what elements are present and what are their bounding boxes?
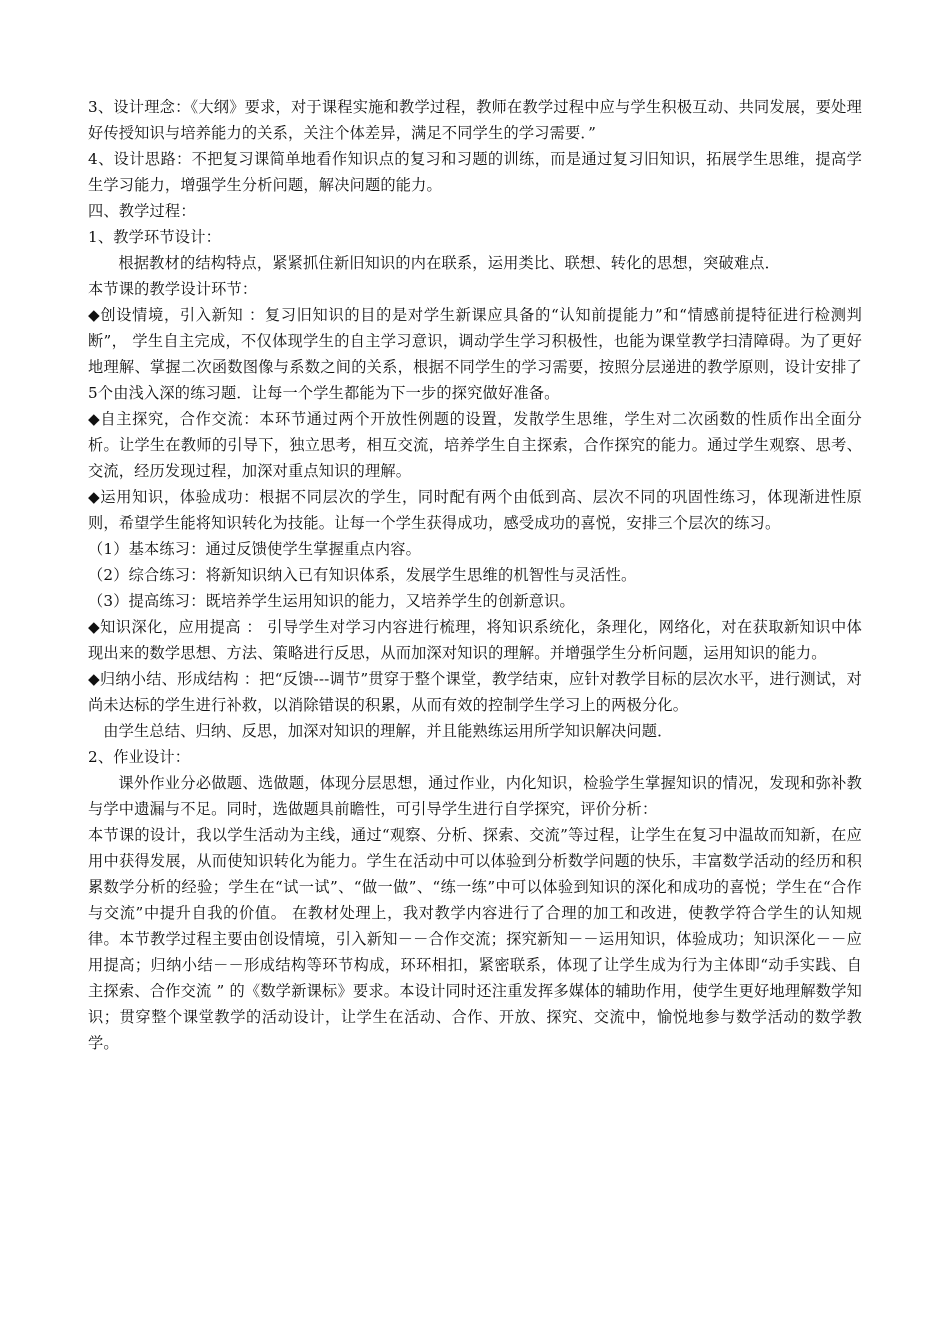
subheading-teaching-steps: 1、教学环节设计： (88, 228, 221, 246)
document-page (88, 94, 862, 1056)
list-item-basic-practice: （1）基本练习：通过反馈使学生掌握重点内容。 (88, 540, 422, 558)
paragraph-design-steps-intro: 本节课的教学设计环节： (88, 280, 258, 298)
section-heading-teaching-process: 四、教学过程： (88, 202, 196, 220)
list-item-advanced-practice: （3）提高练习：既培养学生运用知识的能力，又培养学生的创新意识。 (88, 592, 575, 610)
paragraph-lesson-design-summary: 本节课的设计，我以学生活动为主线，通过“观察、分析、探索、交流”等过程，让学生在复习中温故而知新，在应用中获得发展，从而使知识转化为能力。学生在活动中可以体验到分析数学问题的快乐，丰富数学活动的经历和积累数学分析的经验；学生在“试一试”、“做一做”、“练一练”中可以体验到知识的深化和成功的喜悦；学生在“合作与交流”中提升自我的价值。 在教材处理上，我对教学内容进行了合理的加工和改进，使教学符合学生的认知规律。本节教学过程主要由创设情境，引入新知－－合作交流；探究新知－－运用知识，体验成功；知识深化－－应用提高；归纳小结－－形成结构等环节构成，环环相扣，紧密联系，体现了让学生成为行为主体即“动手实践、自主探索、合作交流 ” 的《数学新课标》要求。本设计同时还注重发挥多媒体的辅助作用，使学生更好地理解数学知识；贯穿整个课堂教学的活动设计，让学生在活动、合作、开放、探究、交流中，愉悦地参与数学活动的数学教学。 (88, 826, 862, 1052)
subheading-homework-design: 2、作业设计： (88, 748, 191, 766)
paragraph-material-features: 根据教材的结构特点，紧紧抓住新旧知识的内在联系，运用类比、联想、转化的思想，突破难点． (118, 254, 781, 272)
bullet-apply-knowledge: ◆运用知识，体验成功：根据不同层次的学生，同时配有两个由低到高、层次不同的巩固性练习，体现渐进性原则，希望学生能将知识转化为技能。让每一个学生获得成功，感受成功的喜悦，安排三个层次的练习。 (88, 488, 862, 532)
list-item-comprehensive-practice: （2）综合练习：将新知识纳入已有知识体系，发展学生思维的机智性与灵活性。 (88, 566, 637, 584)
bullet-summary-structure: ◆归纳小结、形成结构 ：把“反馈---调节”贯穿于整个课堂，教学结束，应针对教学目标的层次水平，进行测试，对尚未达标的学生进行补救，以消除错误的积累，从而有效的控制学生学习上的两极分化。 (88, 670, 862, 714)
bullet-create-situation: ◆创设情境，引入新知 ：复习旧知识的目的是对学生新课应具备的“认知前提能力”和“情感前提特征进行检测判断”， 学生自主完成，不仅体现学生的自主学习意识，调动学生学习积极性，也能为课堂教学扫清障碍。为了更好地理解、掌握二次函数图像与系数之间的关系，根据不同学生的学习需要，按照分层递进的教学原则，设计安排了5个由浅入深的练习题．让每一个学生都能为下一步的探究做好准备。 (88, 306, 862, 402)
paragraph-design-idea: 4、设计思路：不把复习课简单地看作知识点的复习和习题的训练，而是通过复习旧知识，拓展学生思维，提高学生学习能力，增强学生分析问题，解决问题的能力。 (88, 150, 862, 194)
paragraph-homework-description: 课外作业分必做题、选做题，体现分层思想，通过作业，内化知识，检验学生掌握知识的情况，发现和弥补教与学中遗漏与不足。同时，选做题具前瞻性，可引导学生进行自学探究，评价分析： (88, 774, 862, 818)
bullet-deepen-knowledge: ◆知识深化，应用提高 ： 引导学生对学习内容进行梳理，将知识系统化，条理化，网络化，对在获取新知识中体现出来的数学思想、方法、策略进行反思，从而加深对知识的理解。并增强学生分析问题，运用知识的能力。 (88, 618, 862, 662)
bullet-independent-exploration: ◆自主探究，合作交流：本环节通过两个开放性例题的设置，发散学生思维，学生对二次函数的性质作出全面分析。让学生在教师的引导下，独立思考，相互交流，培养学生自主探索，合作探究的能力。通过学生观察、思考、交流，经历发现过程，加深对重点知识的理解。 (88, 410, 862, 480)
paragraph-student-summary: 由学生总结、归纳、反思，加深对知识的理解，并且能熟练运用所学知识解决问题． (103, 722, 673, 740)
paragraph-design-concept: 3、设计理念：《大纲》要求，对于课程实施和教学过程，教师在教学过程中应与学生积极互动、共同发展，要处理好传授知识与培养能力的关系，关注个体差异，满足不同学生的学习需要．” (88, 98, 862, 142)
